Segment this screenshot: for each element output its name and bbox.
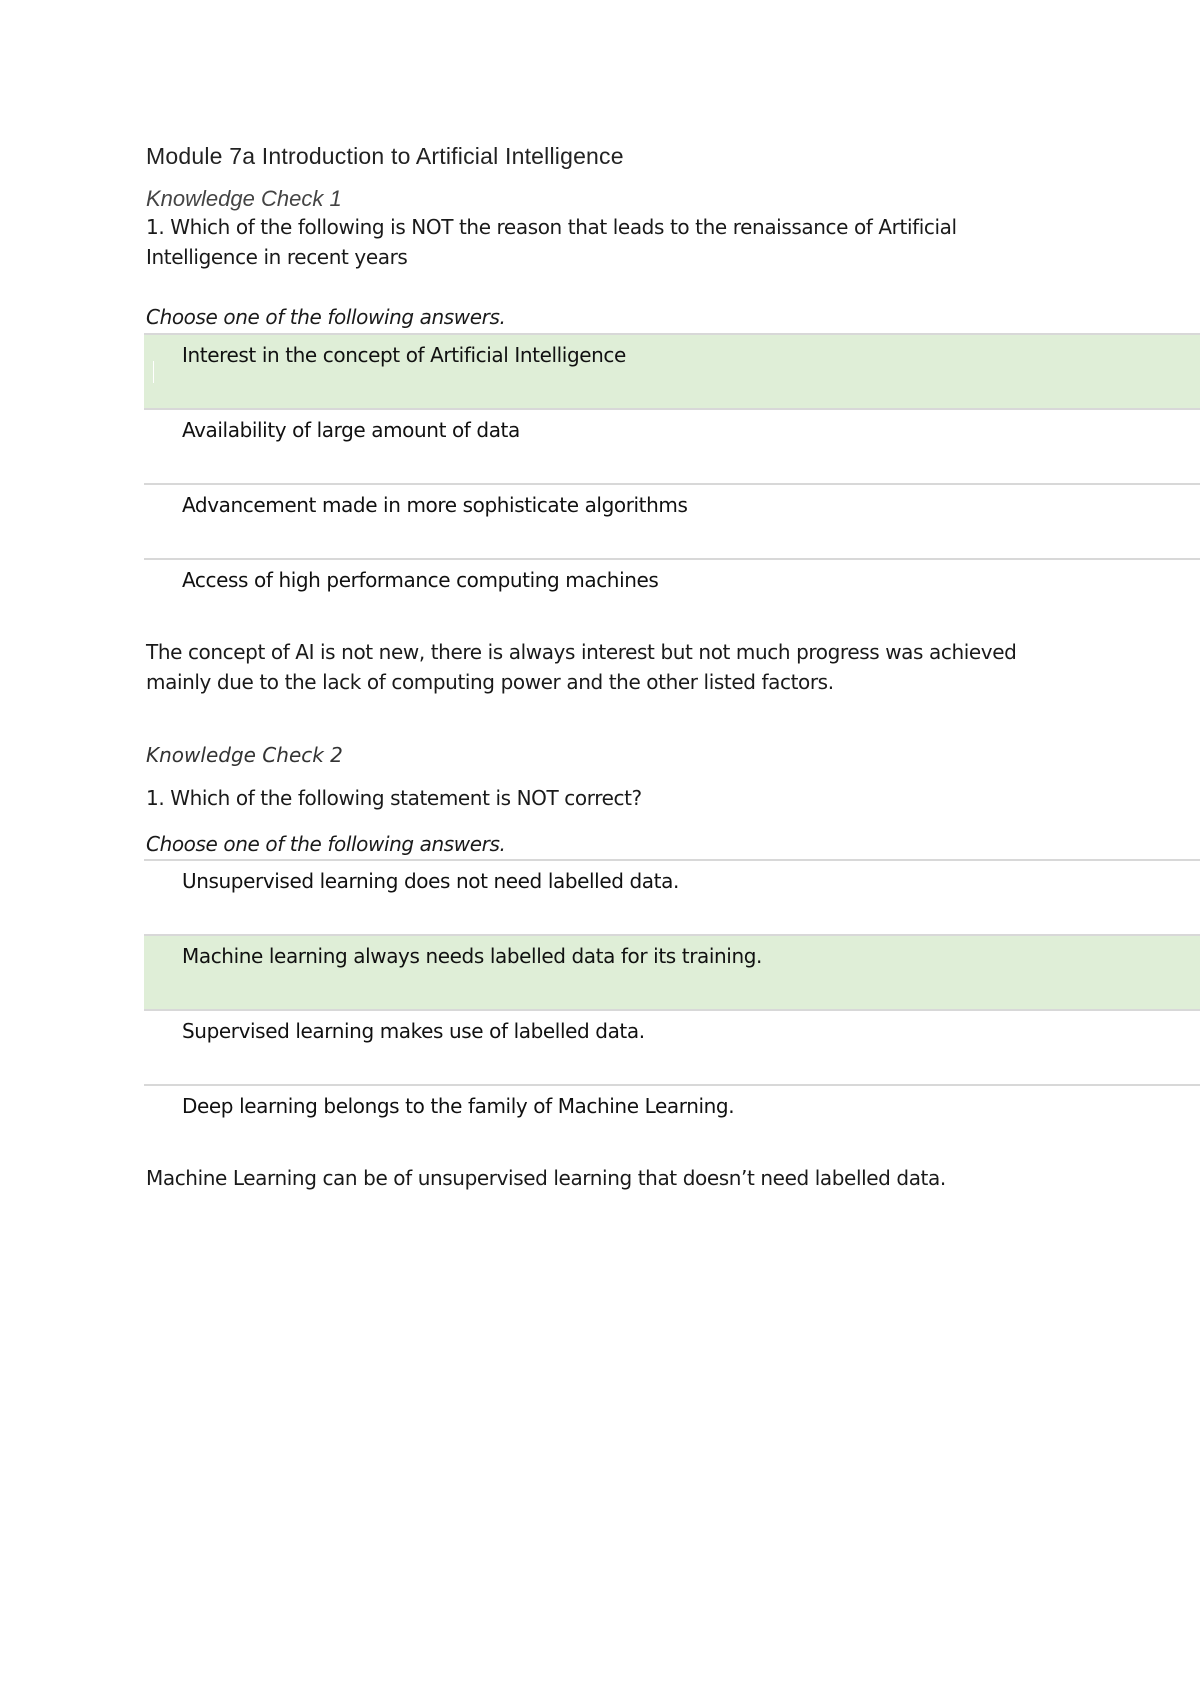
knowledge-check-2-explanation: Machine Learning can be of unsupervised learning that doesn’t need labelled data. [146,1166,946,1190]
answer-option-label: Availability of large amount of data [182,418,520,442]
answer-option[interactable] [144,408,1200,483]
knowledge-check-2-instruction: Choose one of the following answers. [146,832,506,856]
knowledge-check-1-heading: Knowledge Check 1 [146,186,342,211]
answer-option[interactable] [144,1084,1200,1159]
answer-option-label: Machine learning always needs labelled data for its training. [182,944,762,968]
answer-option-correct[interactable] [144,333,1200,408]
knowledge-check-1-explanation: The concept of AI is not new, there is always interest but not much progress was achieved mainly due to the lack of computing power and the other listed factors. [146,640,1017,694]
answer-option-label: Access of high performance computing machines [182,568,659,592]
knowledge-check-1-answer-list [144,333,1200,633]
answer-option[interactable] [144,859,1200,934]
answer-option-label: Unsupervised learning does not need labelled data. [182,869,679,893]
answer-option-label: Deep learning belongs to the family of Machine Learning. [182,1094,735,1118]
knowledge-check-2-answer-list [144,859,1200,1159]
knowledge-check-1-instruction: Choose one of the following answers. [146,305,506,329]
answer-option[interactable] [144,558,1200,633]
knowledge-check-2-question: 1. Which of the following statement is NOT correct? [146,786,642,810]
answer-option[interactable] [144,483,1200,558]
answer-option-label: Supervised learning makes use of labelled data. [182,1019,645,1043]
module-title: Module 7a Introduction to Artificial Intelligence [146,143,624,169]
knowledge-check-2-heading: Knowledge Check 2 [146,743,343,767]
answer-option-label: Interest in the concept of Artificial Intelligence [182,343,626,367]
answer-option-correct[interactable] [144,934,1200,1009]
answer-option[interactable] [144,1009,1200,1084]
knowledge-check-1-question: 1. Which of the following is NOT the reason that leads to the renaissance of Artificial Intelligence in recent years [146,215,957,269]
answer-cursor-marker [153,361,154,383]
answer-option-label: Advancement made in more sophisticate algorithms [182,493,688,517]
